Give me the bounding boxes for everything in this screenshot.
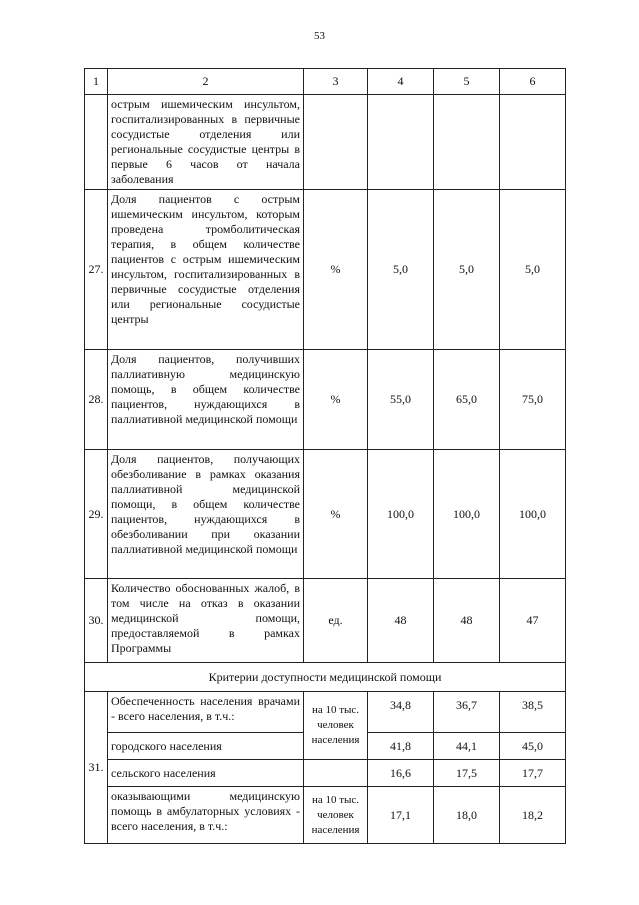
row-number: 31. — [85, 692, 108, 844]
row-value-4: 100,0 — [368, 450, 434, 579]
header-cell: 4 — [368, 69, 434, 95]
table-row — [85, 692, 566, 733]
row-value-4: 34,8 — [368, 692, 434, 733]
row-value-6: 5,0 — [500, 190, 566, 350]
row-value-5: 17,5 — [434, 760, 500, 787]
row-value-5 — [434, 95, 500, 190]
page-number: 53 — [314, 30, 325, 42]
row-unit-empty — [304, 760, 368, 787]
table-row — [85, 787, 566, 844]
row-unit: % — [304, 190, 368, 350]
row-unit: % — [304, 450, 368, 579]
row-description: сельского населения — [108, 760, 304, 787]
row-value-6: 100,0 — [500, 450, 566, 579]
row-description: Доля пациентов, получающих обезболивание в рамках оказания паллиативной медицинской помощи, в общем количестве пациентов, нуждающихся в обезболивании при оказании паллиативной медицинской помощи — [108, 450, 304, 579]
row-number: 27. — [85, 190, 108, 350]
row-description: Количество обоснованных жалоб, в том числе на отказ в оказании медицинской помощи, предоставляемой в рамках Программы — [108, 579, 304, 663]
row-unit: % — [304, 350, 368, 450]
row-value-5: 5,0 — [434, 190, 500, 350]
table-row — [85, 190, 566, 350]
row-description: Обеспеченность населения врачами - всего населения, в т.ч.: — [108, 692, 304, 733]
row-value-6: 17,7 — [500, 760, 566, 787]
row-description: острым ишемическим инсультом, госпитализированных в первичные сосудистые отделения или региональные сосудистые центры в первые 6 часов от начала заболевания — [108, 95, 304, 190]
section-header-row — [85, 663, 566, 692]
row-description: городского населения — [108, 733, 304, 760]
row-number — [85, 95, 108, 190]
row-description: Доля пациентов, получивших паллиативную медицинскую помощь, в общем количестве пациентов, нуждающихся в паллиативной медицинской помощи — [108, 350, 304, 450]
row-value-4: 5,0 — [368, 190, 434, 350]
header-cell: 2 — [108, 69, 304, 95]
row-value-5: 65,0 — [434, 350, 500, 450]
row-value-5: 36,7 — [434, 692, 500, 733]
header-cell: 1 — [85, 69, 108, 95]
row-value-5: 100,0 — [434, 450, 500, 579]
row-value-6: 45,0 — [500, 733, 566, 760]
row-value-4: 41,8 — [368, 733, 434, 760]
row-value-4: 16,6 — [368, 760, 434, 787]
table-row — [85, 95, 566, 190]
row-value-4: 48 — [368, 579, 434, 663]
header-cell: 6 — [500, 69, 566, 95]
row-value-4: 55,0 — [368, 350, 434, 450]
row-value-6: 18,2 — [500, 787, 566, 844]
row-value-4 — [368, 95, 434, 190]
header-cell: 5 — [434, 69, 500, 95]
table-row — [85, 579, 566, 663]
row-number: 30. — [85, 579, 108, 663]
section-title: Критерии доступности медицинской помощи — [85, 663, 566, 692]
row-value-5: 44,1 — [434, 733, 500, 760]
criteria-table — [84, 68, 566, 844]
row-value-6 — [500, 95, 566, 190]
row-description: оказывающими медицинскую помощь в амбулаторных условиях - всего населения, в т.ч.: — [108, 787, 304, 844]
row-value-6: 47 — [500, 579, 566, 663]
table-row — [85, 350, 566, 450]
row-unit: на 10 тыс. человек населения — [304, 692, 368, 760]
row-value-5: 48 — [434, 579, 500, 663]
table-header-row — [85, 69, 566, 95]
row-unit — [304, 95, 368, 190]
row-value-6: 75,0 — [500, 350, 566, 450]
row-number: 28. — [85, 350, 108, 450]
row-value-5: 18,0 — [434, 787, 500, 844]
row-description: Доля пациентов с острым ишемическим инсультом, которым проведена тромболитическая терапия, в общем количестве пациентов с острым ишемическим инсультом, госпитализированных в первичные сосудистые отделения или региональные сосудистые центры — [108, 190, 304, 350]
header-cell: 3 — [304, 69, 368, 95]
table-row — [85, 450, 566, 579]
row-unit: на 10 тыс. человек населения — [304, 787, 368, 844]
row-value-6: 38,5 — [500, 692, 566, 733]
row-number: 29. — [85, 450, 108, 579]
table-row — [85, 760, 566, 787]
row-unit: ед. — [304, 579, 368, 663]
row-value-4: 17,1 — [368, 787, 434, 844]
